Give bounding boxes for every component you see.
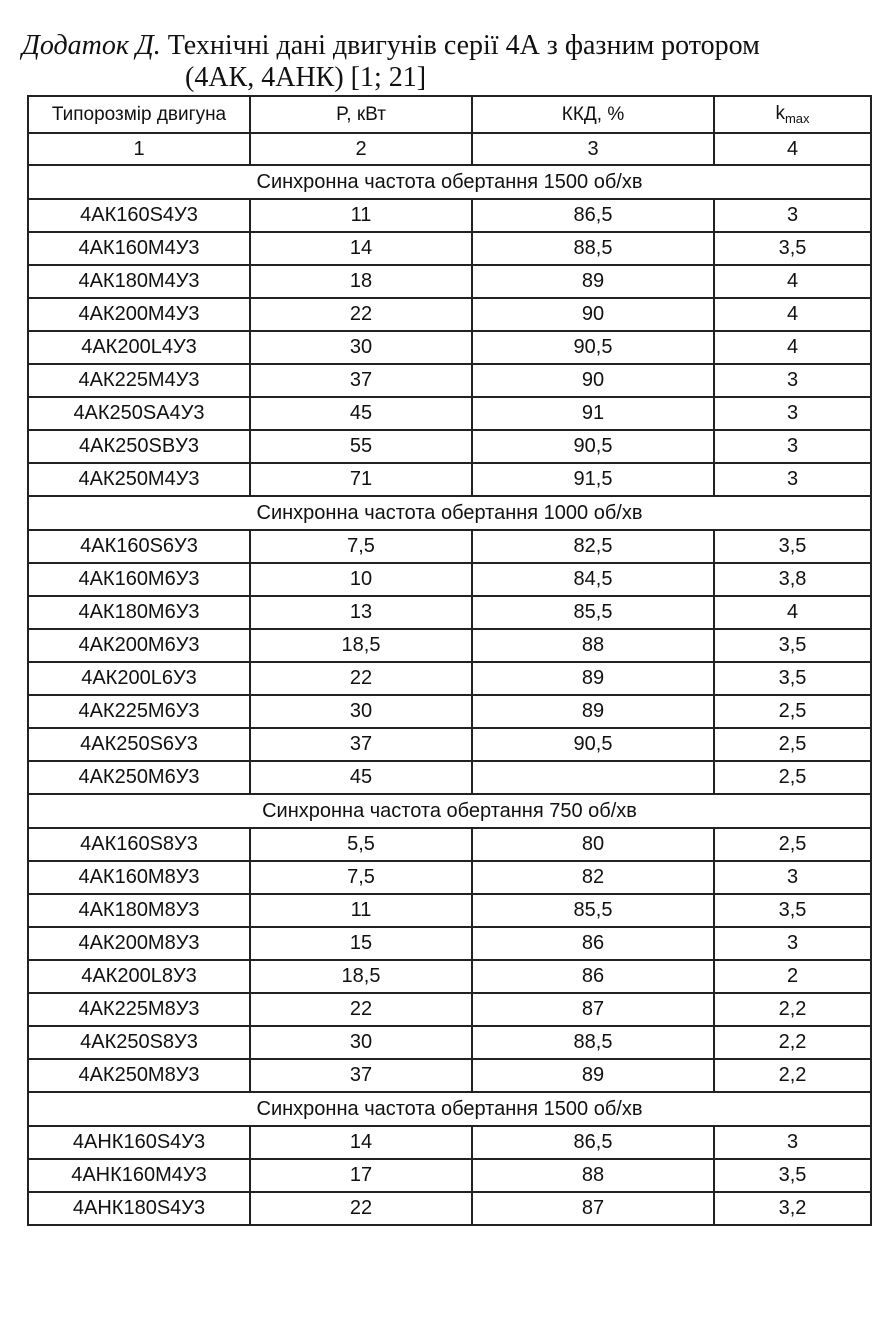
kmax-cell: 4 — [714, 298, 871, 331]
kmax-cell: 2 — [714, 960, 871, 993]
column-number-cell: 3 — [472, 133, 714, 165]
efficiency-cell: 87 — [472, 1192, 714, 1225]
efficiency-cell: 82 — [472, 861, 714, 894]
power-cell: 11 — [250, 199, 472, 232]
efficiency-cell: 90 — [472, 364, 714, 397]
kmax-cell: 2,2 — [714, 993, 871, 1026]
kmax-symbol: k — [775, 103, 785, 124]
motor-size-cell: 4АНК160S4У3 — [28, 1126, 250, 1159]
motor-size-cell: 4АК160S8У3 — [28, 828, 250, 861]
section-header-row — [28, 165, 871, 199]
section-header-row — [28, 496, 871, 530]
motor-size-cell: 4АК180М6У3 — [28, 596, 250, 629]
table-row — [28, 563, 871, 596]
motor-size-cell: 4АК250SBУ3 — [28, 430, 250, 463]
motor-size-cell: 4АК250SA4У3 — [28, 397, 250, 430]
table-row — [28, 463, 871, 496]
motor-size-cell: 4АК250М4У3 — [28, 463, 250, 496]
power-cell: 22 — [250, 298, 472, 331]
efficiency-cell — [472, 761, 714, 794]
kmax-cell: 3 — [714, 927, 871, 960]
efficiency-cell: 85,5 — [472, 596, 714, 629]
motor-size-cell: 4АК200L4У3 — [28, 331, 250, 364]
table-row — [28, 662, 871, 695]
table-row — [28, 894, 871, 927]
motor-size-cell: 4АК180М4У3 — [28, 265, 250, 298]
efficiency-cell: 84,5 — [472, 563, 714, 596]
kmax-cell: 3 — [714, 199, 871, 232]
efficiency-cell: 87 — [472, 993, 714, 1026]
motor-size-cell: 4АК200L6У3 — [28, 662, 250, 695]
header-cell-power: P, кВт — [250, 96, 472, 133]
motor-data-table — [27, 95, 872, 1226]
power-cell: 30 — [250, 1026, 472, 1059]
section-title: Синхронна частота обертання 1500 об/хв — [28, 165, 871, 199]
table-row — [28, 1192, 871, 1225]
motor-size-cell: 4АК250S8У3 — [28, 1026, 250, 1059]
kmax-cell: 3,5 — [714, 232, 871, 265]
table-row — [28, 364, 871, 397]
power-cell: 18,5 — [250, 960, 472, 993]
efficiency-cell: 90 — [472, 298, 714, 331]
table-row — [28, 265, 871, 298]
kmax-cell: 3,2 — [714, 1192, 871, 1225]
kmax-cell: 3,5 — [714, 1159, 871, 1192]
efficiency-cell: 89 — [472, 265, 714, 298]
section-title: Синхронна частота обертання 1500 об/хв — [28, 1092, 871, 1126]
motor-size-cell: 4АК250М8У3 — [28, 1059, 250, 1092]
table-row — [28, 1059, 871, 1092]
table-row — [28, 1126, 871, 1159]
kmax-cell: 3 — [714, 463, 871, 496]
efficiency-cell: 88 — [472, 1159, 714, 1192]
power-cell: 37 — [250, 1059, 472, 1092]
table-row — [28, 695, 871, 728]
motor-size-cell: 4АНК160М4У3 — [28, 1159, 250, 1192]
table-row — [28, 397, 871, 430]
table-row — [28, 1026, 871, 1059]
power-cell: 14 — [250, 1126, 472, 1159]
efficiency-cell: 88,5 — [472, 232, 714, 265]
table-caption — [22, 30, 888, 94]
power-cell: 37 — [250, 364, 472, 397]
power-cell: 7,5 — [250, 861, 472, 894]
power-cell: 22 — [250, 1192, 472, 1225]
kmax-cell: 3 — [714, 430, 871, 463]
motor-size-cell: 4АК225М8У3 — [28, 993, 250, 1026]
power-cell: 22 — [250, 662, 472, 695]
header-row — [28, 96, 871, 133]
header-cell-efficiency: ККД, % — [472, 96, 714, 133]
table-row — [28, 298, 871, 331]
efficiency-cell: 90,5 — [472, 728, 714, 761]
kmax-cell: 3 — [714, 861, 871, 894]
power-cell: 37 — [250, 728, 472, 761]
efficiency-cell: 85,5 — [472, 894, 714, 927]
column-number-cell: 2 — [250, 133, 472, 165]
motor-size-cell: 4АК225М6У3 — [28, 695, 250, 728]
efficiency-cell: 82,5 — [472, 530, 714, 563]
table-row — [28, 861, 871, 894]
column-number-row — [28, 133, 871, 165]
efficiency-cell: 89 — [472, 662, 714, 695]
efficiency-cell: 86,5 — [472, 1126, 714, 1159]
kmax-cell: 3 — [714, 397, 871, 430]
column-number-cell: 4 — [714, 133, 871, 165]
efficiency-cell: 80 — [472, 828, 714, 861]
power-cell: 18,5 — [250, 629, 472, 662]
kmax-cell: 3,5 — [714, 894, 871, 927]
power-cell: 15 — [250, 927, 472, 960]
power-cell: 55 — [250, 430, 472, 463]
power-cell: 45 — [250, 397, 472, 430]
kmax-cell: 3,5 — [714, 662, 871, 695]
kmax-cell: 2,5 — [714, 728, 871, 761]
power-cell: 10 — [250, 563, 472, 596]
section-header-row — [28, 1092, 871, 1126]
motor-size-cell: 4АНК180S4У3 — [28, 1192, 250, 1225]
table-row — [28, 828, 871, 861]
caption-appendix-label: Додаток Д. — [22, 30, 161, 61]
kmax-cell: 3 — [714, 1126, 871, 1159]
power-cell: 18 — [250, 265, 472, 298]
efficiency-cell: 88 — [472, 629, 714, 662]
header-cell-size: Типорозмір двигуна — [28, 96, 250, 133]
motor-size-cell: 4АК200М8У3 — [28, 927, 250, 960]
column-number-cell: 1 — [28, 133, 250, 165]
motor-size-cell: 4АК200L8У3 — [28, 960, 250, 993]
motor-size-cell: 4АК250S6У3 — [28, 728, 250, 761]
kmax-cell: 2,2 — [714, 1026, 871, 1059]
power-cell: 5,5 — [250, 828, 472, 861]
table-row — [28, 596, 871, 629]
kmax-cell: 3,8 — [714, 563, 871, 596]
header-cell-kmax — [714, 96, 871, 133]
kmax-cell: 2,2 — [714, 1059, 871, 1092]
power-cell: 11 — [250, 894, 472, 927]
efficiency-cell: 90,5 — [472, 430, 714, 463]
kmax-cell: 3,5 — [714, 629, 871, 662]
table-row — [28, 530, 871, 563]
motor-size-cell: 4АК200М4У3 — [28, 298, 250, 331]
kmax-cell: 2,5 — [714, 828, 871, 861]
power-cell: 17 — [250, 1159, 472, 1192]
kmax-subscript: max — [784, 111, 810, 126]
table-row — [28, 199, 871, 232]
table-row — [28, 629, 871, 662]
section-header-row — [28, 794, 871, 828]
table-row — [28, 331, 871, 364]
motor-size-cell: 4АК160S6У3 — [28, 530, 250, 563]
motor-size-cell: 4АК200М6У3 — [28, 629, 250, 662]
power-cell: 22 — [250, 993, 472, 1026]
motor-size-cell: 4АК160М8У3 — [28, 861, 250, 894]
table-row — [28, 232, 871, 265]
section-title: Синхронна частота обертання 750 об/хв — [28, 794, 871, 828]
caption-title-line2: (4АК, 4АНК) [1; 21] — [185, 62, 427, 93]
kmax-cell: 3 — [714, 364, 871, 397]
table-row — [28, 960, 871, 993]
power-cell: 7,5 — [250, 530, 472, 563]
motor-size-cell: 4АК160М4У3 — [28, 232, 250, 265]
table-row — [28, 761, 871, 794]
motor-size-cell: 4АК225М4У3 — [28, 364, 250, 397]
section-title: Синхронна частота обертання 1000 об/хв — [28, 496, 871, 530]
table-row — [28, 728, 871, 761]
caption-title-line1: Технічні дані двигунів серії 4А з фазним ротором — [167, 30, 760, 61]
efficiency-cell: 86,5 — [472, 199, 714, 232]
motor-size-cell: 4АК160М6У3 — [28, 563, 250, 596]
efficiency-cell: 86 — [472, 960, 714, 993]
efficiency-cell: 88,5 — [472, 1026, 714, 1059]
efficiency-cell: 91 — [472, 397, 714, 430]
power-cell: 14 — [250, 232, 472, 265]
motor-size-cell: 4АК180М8У3 — [28, 894, 250, 927]
motor-size-cell: 4АК250М6У3 — [28, 761, 250, 794]
table-row — [28, 927, 871, 960]
efficiency-cell: 91,5 — [472, 463, 714, 496]
kmax-cell: 4 — [714, 265, 871, 298]
power-cell: 30 — [250, 331, 472, 364]
power-cell: 45 — [250, 761, 472, 794]
efficiency-cell: 90,5 — [472, 331, 714, 364]
table-row — [28, 993, 871, 1026]
kmax-cell: 2,5 — [714, 761, 871, 794]
efficiency-cell: 86 — [472, 927, 714, 960]
efficiency-cell: 89 — [472, 1059, 714, 1092]
table-row — [28, 1159, 871, 1192]
power-cell: 13 — [250, 596, 472, 629]
kmax-cell: 3,5 — [714, 530, 871, 563]
efficiency-cell: 89 — [472, 695, 714, 728]
table-row — [28, 430, 871, 463]
kmax-cell: 2,5 — [714, 695, 871, 728]
kmax-cell: 4 — [714, 331, 871, 364]
power-cell: 71 — [250, 463, 472, 496]
kmax-cell: 4 — [714, 596, 871, 629]
motor-size-cell: 4АК160S4У3 — [28, 199, 250, 232]
power-cell: 30 — [250, 695, 472, 728]
